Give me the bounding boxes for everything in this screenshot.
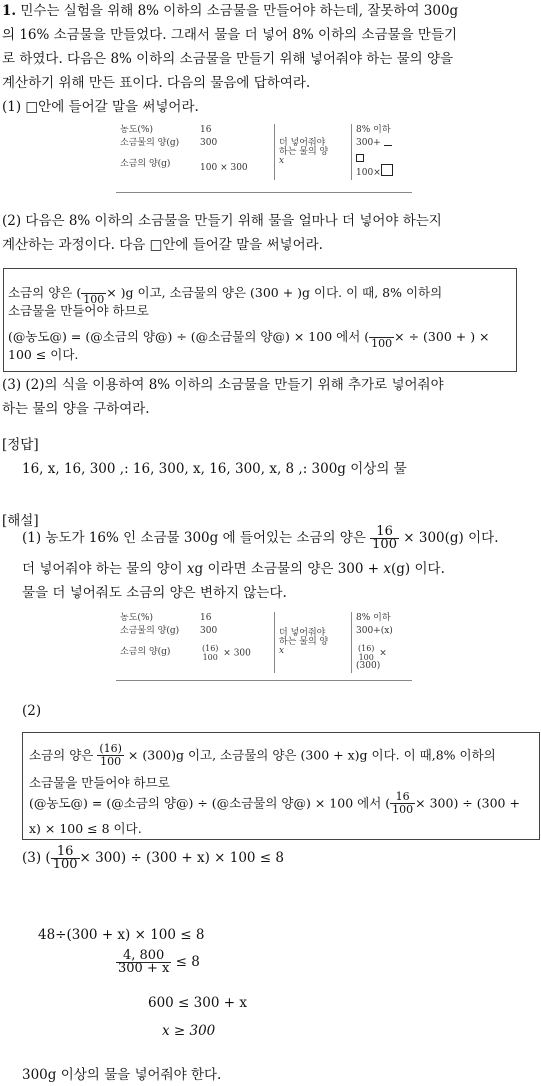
equation-step-4: x ≥ 300 [162,1023,216,1039]
equation-step-2: $\frac{4, 800}{300 + x}$ ≤ 8 [118,948,200,976]
question-3-line-2: 하는 물의 양을 구하여라. [2,401,150,417]
solution-2-box: 소금의 양은 $\frac{(16)}{100}$ × (300)g 이고, 소금물의 양은 (300 + x)g 이다. 이 때,8% 이하의 소금물을 만들어야 하므로 (@농도@) = (@소금의 양@) ÷ (@소금물의 양@) × 100 에서 ( $\frac{16}{100}$ × 300) ÷ (300 + x) × 100 ≤ 8 이다. [22,732,540,840]
problem-line-3: 로 하였다. 다음은 8% 이하의 소금물을 만들기 위해 넣어줘야 하는 물의 양을 [2,51,454,67]
concentration-table-2: 농도(%) 16 더 넣어줘야 하는 물의 양 x 8% 이하 소금물의 양(g) 300 300+(x) 소금의 양(g) (16) 100 × 300 (16) 100 × (300) [120,613,393,671]
question-3-line-1: (3) (2)의 식을 이용하여 8% 이하의 소금물을 만들기 위해 추가로 넣어줘야 [2,377,444,393]
solution-line-3: 물을 더 넣어줘도 소금의 양은 변하지 않는다. [22,585,287,601]
solution-line-2: 더 넣어줘야 하는 물의 양이 xg 이라면 소금물의 양은 300 + x(g) 이다. [22,561,445,577]
question-2-line-2: 계산하는 과정이다. 다음 □안에 들어갈 말을 써넣어라. [2,237,323,253]
equation-step-1: 48÷(300 + x) × 100 ≤ 8 [38,927,205,943]
problem-line-4: 계산하기 위해 만든 표이다. 다음의 물음에 답하여라. [2,75,311,91]
solution-label: [해설] [2,513,39,529]
answer-value: 16, x, 16, 300 ,: 16, 300, x, 16, 300, x, 8 ,: 300g 이상의 물 [22,461,407,477]
question-1: (1) □안에 들어갈 말을 써넣어라. [2,99,199,115]
solution-part-3-line: (3) ( $\frac{16}{100}$ × 300) ÷ (300 + x) × 100 ≤ 8 [22,844,284,872]
answer-label: [정답] [2,437,39,453]
problem-line-1: 1. 민수는 실험을 위해 8% 이하의 소금물을 만들어야 하는데, 잘못하여 300g [2,3,459,19]
question-2-box: 소금의 양은 ( 100 × )g 이고, 소금물의 양은 (300 + )g 이다. 이 때, 8% 이하의 소금물을 만들어야 하므로 (@농도@) = (@소금의 양@) ÷ (@소금물의 양@) × 100 에서 ( 100 × ÷ (300 + ) × 100 ≤ 이다. [3,268,517,372]
equation-step-3: 600 ≤ 300 + x [148,995,247,1011]
table1-bottom-rule [116,192,412,193]
concentration-table-1: 농도(%) 16 더 넣어줘야 하는 물의 양 x 8% 이하 소금물의 양(g) 300 300+ 소금의 양(g) 100 × 300 100× [116,124,412,180]
problem-line-2: 의 16% 소금물을 만들었다. 그래서 물을 더 넣어 8% 이하의 소금물을 만들기 [2,27,458,43]
table2-bottom-rule [116,680,412,681]
problem-number: 1. [2,3,17,19]
question-2-line-1: (2) 다음은 8% 이하의 소금물을 만들기 위해 물을 얼마나 더 넣어야 하는지 [2,213,442,229]
solution-part-2-label: (2) [22,703,42,719]
final-answer: 300g 이상의 물을 넣어줘야 한다. [22,1067,222,1083]
table1-blank-cell: 300+ [352,137,413,150]
